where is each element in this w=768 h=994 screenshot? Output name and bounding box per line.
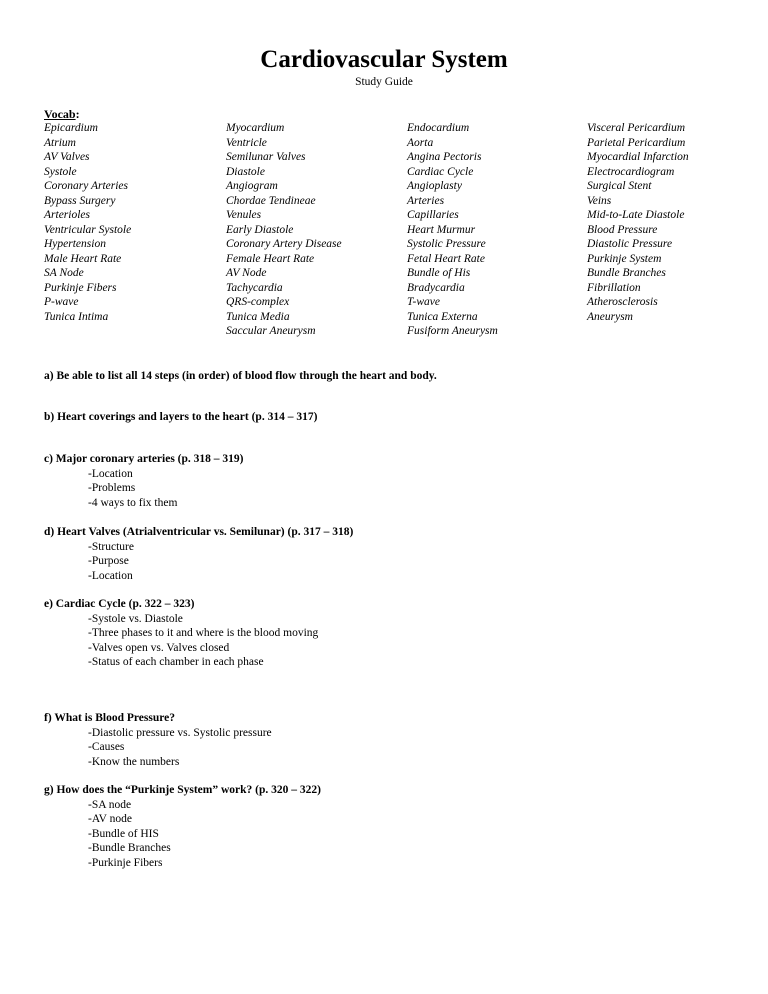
vocab-term: Angina Pectoris — [407, 151, 482, 163]
vocab-term: Coronary Arteries — [44, 180, 129, 192]
section-item: -Bundle of HIS — [88, 827, 159, 840]
section-item: -Bundle Branches — [88, 842, 171, 854]
vocab-term: Male Heart Rate — [44, 252, 122, 265]
vocab-term: Atherosclerosis — [587, 296, 658, 308]
page-title: Cardiovascular System — [260, 46, 508, 73]
section-g — [44, 783, 321, 870]
vocab-term: QRS-complex — [226, 296, 290, 308]
vocab-column-1 — [44, 121, 131, 324]
vocab-column-4 — [587, 121, 689, 324]
vocab-term: Ventricular Systole — [44, 223, 132, 236]
vocab-term: Epicardium — [44, 122, 98, 134]
vocab-term: Early Diastole — [226, 223, 294, 236]
vocab-term: Veins — [587, 194, 612, 207]
section-c — [44, 452, 244, 510]
vocab-term: Coronary Artery Disease — [226, 238, 342, 250]
vocab-term: Capillaries — [407, 209, 459, 221]
vocab-term: Tunica Intima — [44, 310, 109, 323]
page-subtitle: Study Guide — [355, 76, 413, 88]
section-item: -AV node — [88, 813, 132, 825]
vocab-term: Aneurysm — [587, 310, 633, 323]
vocab-term: Myocardium — [226, 122, 285, 134]
vocab-term: Purkinje System — [587, 252, 662, 265]
vocab-term: Endocardium — [407, 122, 470, 134]
vocab-term: Surgical Stent — [587, 180, 652, 192]
vocab-term: AV Node — [226, 267, 267, 279]
section-item: -Know the numbers — [88, 755, 180, 768]
section-item: -Status of each chamber in each phase — [88, 656, 264, 668]
vocab-term: Mid-to-Late Diastole — [587, 209, 685, 221]
section-item: -Problems — [88, 482, 136, 494]
section-e — [44, 597, 318, 670]
vocab-term: Saccular Aneurysm — [226, 325, 316, 337]
vocab-term: Arteries — [407, 194, 445, 207]
section-item: -Purpose — [88, 555, 129, 567]
vocab-label: Vocab — [44, 107, 76, 121]
vocab-term: Arterioles — [44, 209, 90, 221]
section-heading: e) Cardiac Cycle (p. 322 – 323) — [44, 598, 195, 610]
vocab-heading: Vocab: — [44, 107, 80, 121]
vocab-term: T-wave — [407, 296, 441, 308]
vocab-term: Bundle Branches — [587, 267, 666, 279]
vocab-term: Electrocardiogram — [587, 165, 675, 178]
section-d — [44, 525, 353, 583]
vocab-term: Tunica Externa — [407, 310, 478, 323]
vocab-term: Blood Pressure — [587, 223, 658, 236]
vocab-term: Myocardial Infarction — [587, 151, 689, 163]
vocab-term: Bypass Surgery — [44, 194, 116, 207]
vocab-term: Venules — [226, 209, 262, 221]
vocab-term: Angioplasty — [407, 180, 462, 192]
section-item: -4 ways to fix them — [88, 496, 178, 509]
vocab-term: Tunica Media — [226, 310, 290, 323]
section-heading: f) What is Blood Pressure? — [44, 712, 175, 724]
section-item: -Structure — [88, 540, 134, 553]
vocab-term: P-wave — [44, 296, 79, 308]
section-item: -Location — [88, 467, 133, 480]
section-item: -SA node — [88, 798, 132, 811]
section-heading: c) Major coronary arteries (p. 318 – 319) — [44, 453, 244, 465]
section-item: -Purkinje Fibers — [88, 856, 163, 869]
section-item: -Location — [88, 569, 133, 582]
section-heading: d) Heart Valves (Atrialventricular vs. Semilunar) (p. 317 – 318) — [44, 526, 354, 538]
vocab-term: Cardiac Cycle — [407, 165, 474, 178]
vocab-term: Chordae Tendineae — [226, 194, 316, 207]
vocab-term: Fetal Heart Rate — [407, 252, 485, 265]
vocab-term: Heart Murmur — [407, 223, 476, 236]
section-heading: g) How does the “Purkinje System” work? (p. 320 – 322) — [44, 784, 321, 796]
vocab-term: Fusiform Aneurysm — [407, 325, 498, 337]
vocab-term: AV Valves — [44, 151, 90, 163]
vocab-term: Visceral Pericardium — [587, 122, 686, 134]
vocab-term: Diastolic Pressure — [587, 238, 673, 250]
vocab-term: Semilunar Valves — [226, 151, 306, 163]
section-item: -Diastolic pressure vs. Systolic pressure — [88, 726, 272, 739]
vocab-term: Female Heart Rate — [226, 252, 315, 265]
vocab-term: SA Node — [44, 267, 84, 279]
section-f — [44, 711, 272, 769]
vocab-term: Systole — [44, 165, 77, 178]
section-item: -Causes — [88, 741, 125, 753]
section-heading: b) Heart coverings and layers to the heart (p. 314 – 317) — [44, 411, 318, 423]
vocab-term: Systolic Pressure — [407, 238, 486, 250]
vocab-term: Purkinje Fibers — [44, 281, 117, 294]
vocab-term: Angiogram — [226, 180, 278, 192]
vocab-term: Aorta — [407, 136, 434, 149]
vocab-term: Ventricle — [226, 136, 267, 149]
vocab-column-2 — [226, 121, 342, 339]
vocab-column-3 — [407, 121, 498, 339]
vocab-term: Hypertension — [44, 238, 106, 250]
section-a — [44, 369, 437, 384]
vocab-term: Parietal Pericardium — [587, 136, 686, 149]
vocab-term: Tachycardia — [226, 281, 283, 294]
section-item: -Systole vs. Diastole — [88, 612, 183, 625]
vocab-term: Atrium — [44, 136, 76, 149]
vocab-term: Diastole — [226, 165, 265, 178]
section-heading: a) Be able to list all 14 steps (in order) of blood flow through the heart and body. — [44, 370, 437, 382]
vocab-term: Fibrillation — [587, 281, 641, 294]
vocab-term: Bundle of His — [407, 267, 471, 279]
section-item: -Three phases to it and where is the blood moving — [88, 627, 319, 639]
section-b — [44, 410, 317, 425]
vocab-term: Bradycardia — [407, 281, 465, 294]
section-item: -Valves open vs. Valves closed — [88, 641, 230, 654]
